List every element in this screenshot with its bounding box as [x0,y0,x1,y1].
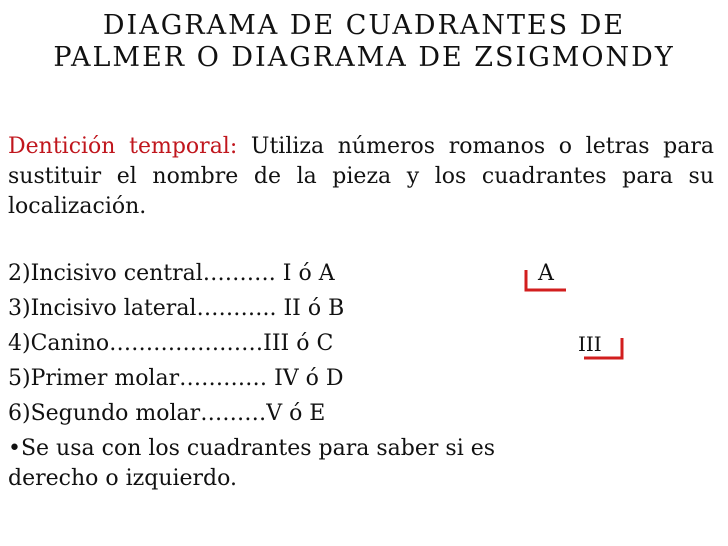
intro-paragraph [8,132,714,222]
intro-lead: Dentición temporal: [8,134,238,159]
quadrant-mark-a: A [538,261,554,286]
item-incisivo-central: 2)Incisivo central………. I ó A [8,261,335,286]
item-incisivo-lateral: 3)Incisivo lateral……….. II ó B [8,296,345,321]
item-bullet-note: •Se usa con los cuadrantes para saber si es [8,436,496,461]
item-canino: 4)Canino…………………III ó C [8,331,334,356]
item-bullet-note-cont: derecho o izquierdo. [8,466,237,491]
item-segundo-molar: 6)Segundo molar………V ó E [8,401,326,426]
intro-text: Utiliza números romanos o letras para sustituir el nombre de la pieza y los cuadrantes para su localización. [8,134,714,219]
item-primer-molar: 5)Primer molar………… IV ó D [8,366,344,391]
page-title: DIAGRAMA DE CUADRANTES DE PALMER O DIAGRAMA DE ZSIGMONDY [53,10,675,73]
quadrant-mark-iii: III [578,332,602,356]
